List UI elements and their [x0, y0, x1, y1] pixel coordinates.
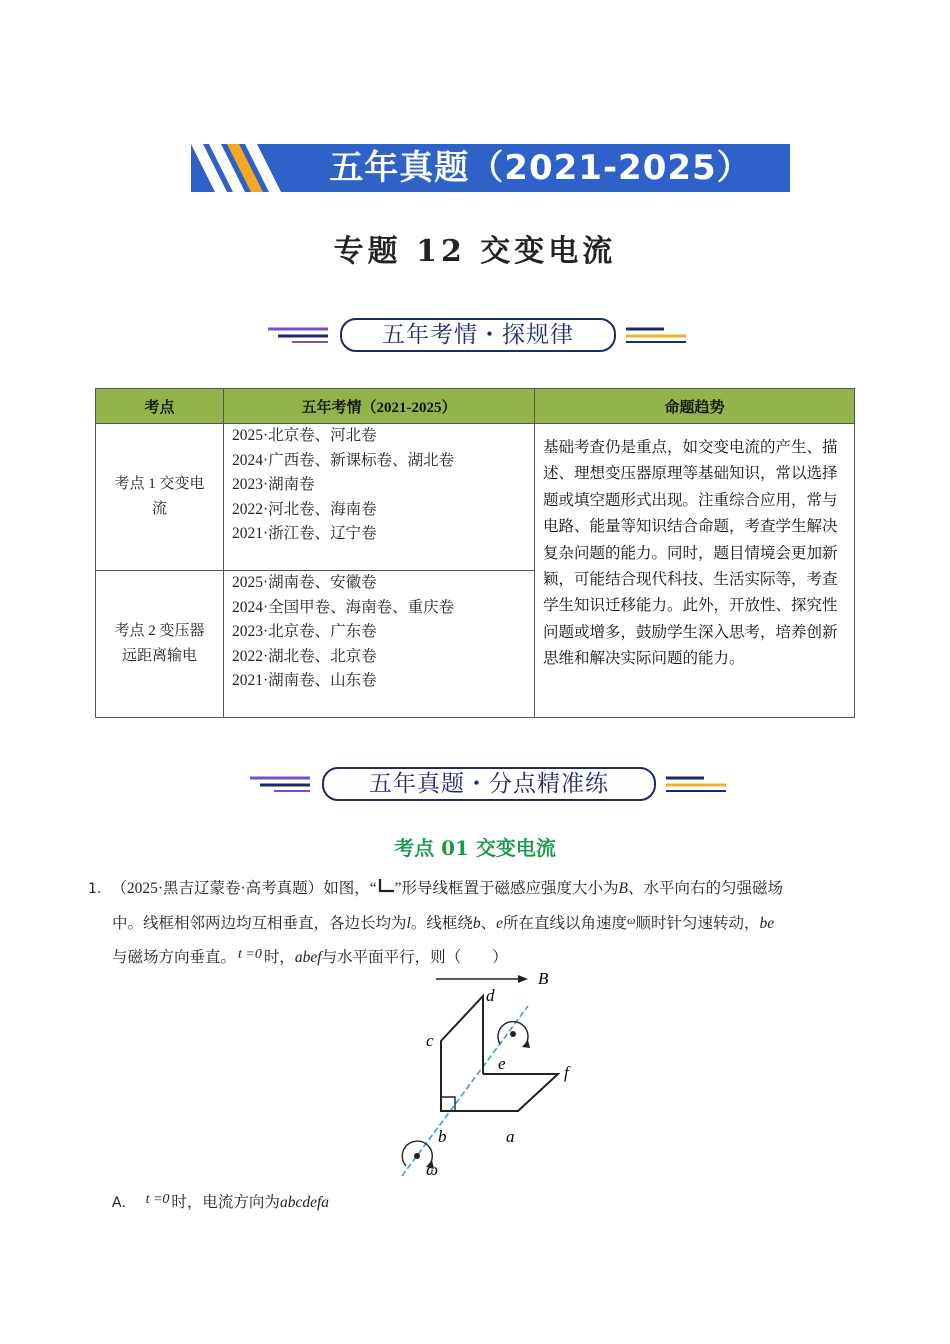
page-title: 专题 12 交变电流 — [333, 234, 617, 269]
question-number: 1. — [88, 881, 102, 897]
left-line-decoration — [250, 775, 316, 793]
arrow-head-icon — [522, 1040, 530, 1048]
question-figure — [380, 964, 600, 1184]
left-line-decoration — [268, 326, 334, 344]
arrow-head-icon — [518, 975, 528, 983]
rotation-dot — [510, 1031, 516, 1037]
label-omega: ω — [426, 1160, 439, 1179]
label-c: c — [426, 1031, 434, 1050]
subsection-title: 考点 01 交变电流 — [394, 836, 556, 860]
section-ribbon-2 — [250, 767, 730, 801]
section-ribbon-1 — [268, 318, 688, 352]
frame-horizontal — [441, 1074, 558, 1111]
question-source: （2025·黑吉辽蒙卷·高考真题） — [111, 880, 324, 897]
table-cell-point: 考点 1 交变电流 — [96, 424, 224, 571]
section-title-2: 五年真题・分点精准练 — [322, 767, 656, 801]
table-cell-point: 考点 2 变压器远距离输电 — [96, 571, 224, 718]
label-f: f — [564, 1063, 569, 1082]
label-a: a — [506, 1127, 515, 1146]
table-cell-years: 2025·湖南卷、安徽卷 2024·全国甲卷、海南卷、重庆卷 2023·北京卷、广东卷 2022·湖北卷、北京卷 2021·湖南卷、山东卷 — [224, 571, 535, 718]
banner-title: 五年真题（2021-2025） — [329, 148, 752, 188]
right-line-decoration — [624, 326, 690, 344]
question-1 — [88, 873, 868, 973]
label-b: b — [438, 1127, 447, 1146]
stripe-decoration — [191, 144, 301, 192]
question-line: 与磁场方向垂直。 t =0 时，abef与水平面平行，则（ ） — [112, 947, 508, 966]
label-B: B — [538, 969, 549, 988]
option-a[interactable]: A． t =0 时，电流方向为abcdefa — [112, 1192, 330, 1211]
table-header-point: 考点 — [96, 389, 224, 424]
question-line: 中。线框相邻两边均互相垂直，各边长均为l。线框绕b、e所在直线以角速度$^\omega$顺时针匀速转动，be — [112, 913, 775, 932]
table-header-years: 五年考情（2021-2025） — [224, 389, 535, 424]
l-shape-icon — [377, 878, 395, 894]
option-label: A． — [112, 1195, 136, 1211]
right-line-decoration — [664, 775, 730, 793]
table-header-trend: 命题趋势 — [535, 389, 855, 424]
table-cell-trend: 基础考查仍是重点，如交变电流的产生、描述、理想变压器原理等基础知识，常以选择题或填空题形式出现。注重综合应用，常与电路、能量等知识结合命题，考查学生解决复杂问题的能力。同时，题目情境会更加新颖，可能结合现代科技、生活实际等，考查学生知识迁移能力。此外，开放性、探究性问题或增多，鼓励学生深入思考，培养创新思维和解决实际问题的能力。 — [535, 424, 855, 718]
rotation-axis — [402, 1006, 528, 1176]
right-angle-icon — [441, 1097, 455, 1111]
label-e: e — [498, 1054, 506, 1073]
exam-overview-table — [95, 388, 855, 718]
table-cell-years: 2025·北京卷、河北卷 2024·广西卷、新课标卷、湖北卷 2023·湖南卷 2022·河北卷、海南卷 2021·浙江卷、辽宁卷 — [224, 424, 535, 571]
question-line: 1. （2025·黑吉辽蒙卷·高考真题）如图，“ ”形导线框置于磁感应强度大小为B、水平向右的匀强磁场 — [88, 880, 783, 897]
header-banner — [191, 144, 790, 192]
section-title-1: 五年考情・探规律 — [340, 318, 616, 352]
rotation-dot — [414, 1153, 420, 1159]
label-d: d — [486, 986, 495, 1005]
